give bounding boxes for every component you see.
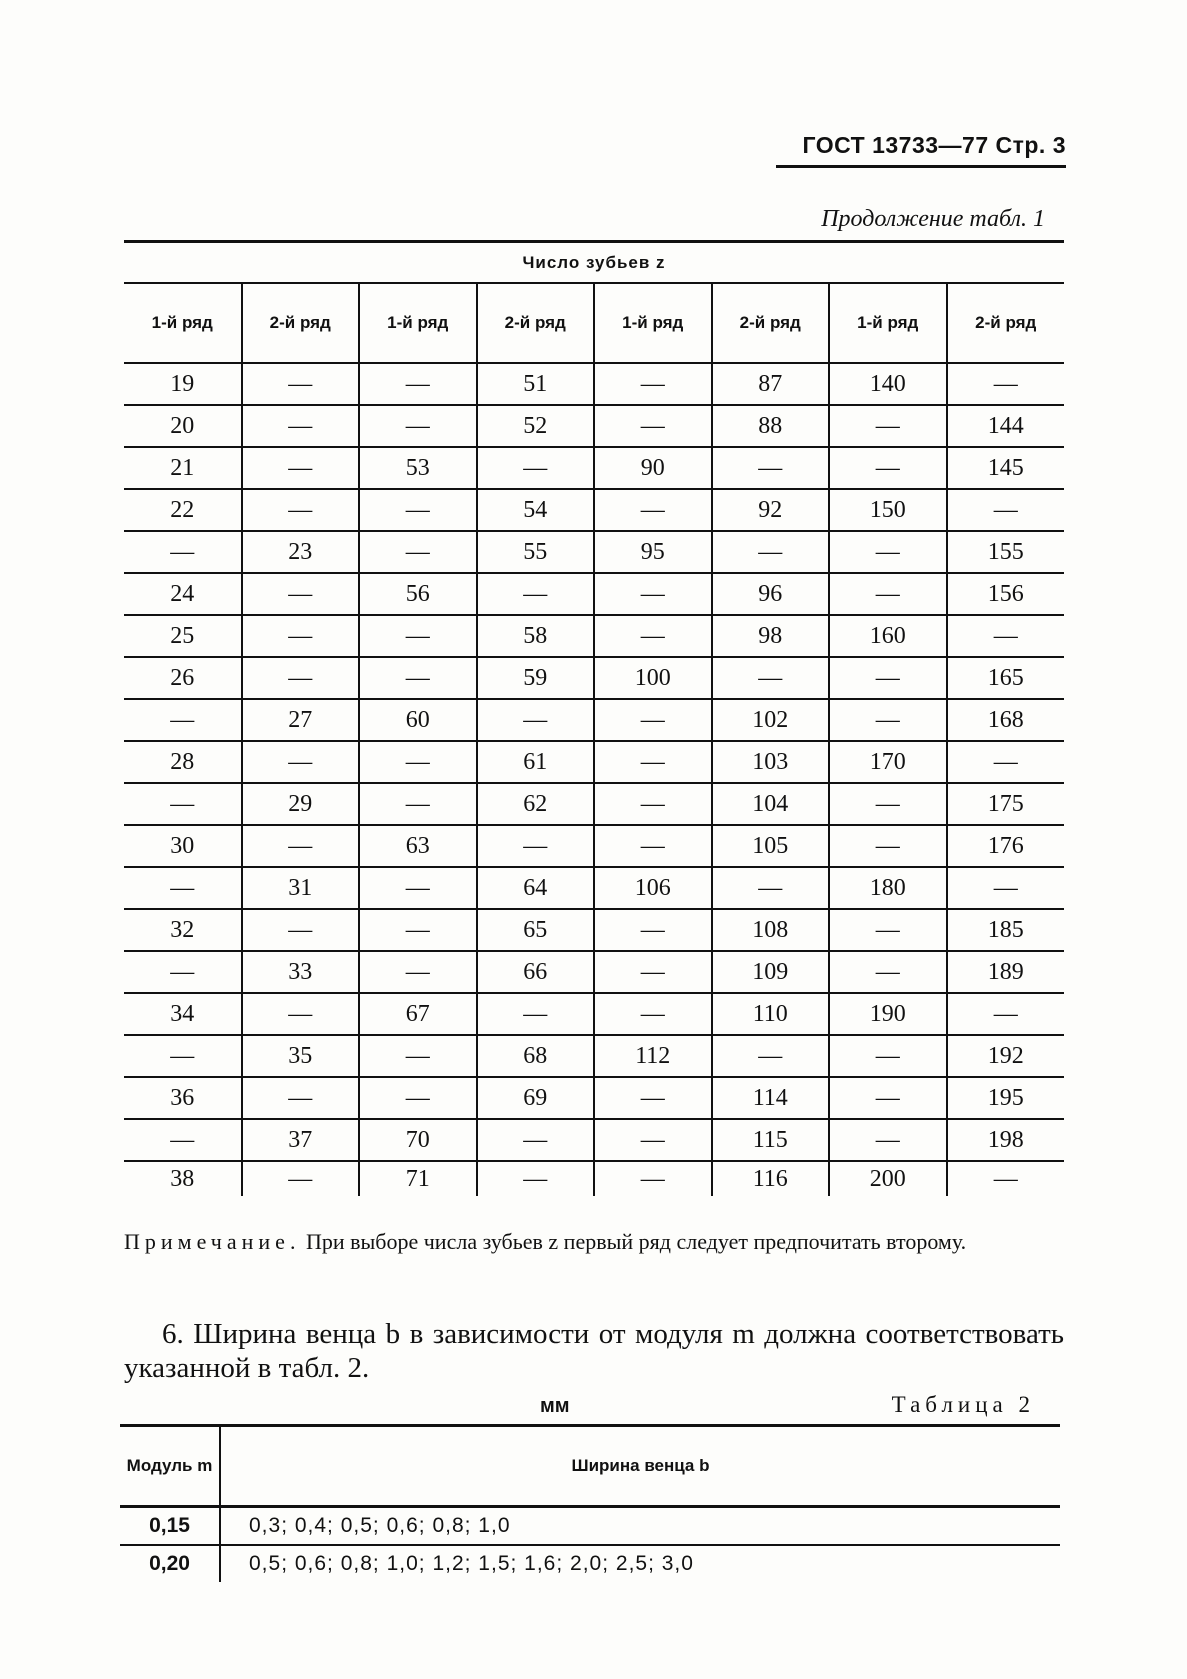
table-cell: 30 <box>124 825 242 867</box>
module-value: 0,15 <box>120 1507 220 1546</box>
table-cell: 106 <box>594 867 712 909</box>
table-cell: 200 <box>829 1161 947 1196</box>
table-cell: 29 <box>242 783 360 825</box>
table-cell: — <box>477 993 595 1035</box>
table-cell: — <box>359 1035 477 1077</box>
table-cell: — <box>477 699 595 741</box>
table-cell: — <box>242 909 360 951</box>
table-cell: 168 <box>947 699 1065 741</box>
table-cell: 27 <box>242 699 360 741</box>
table-cell: — <box>477 447 595 489</box>
table-cell: 59 <box>477 657 595 699</box>
table-cell: — <box>712 531 830 573</box>
table-cell: — <box>712 1035 830 1077</box>
table-row <box>124 783 1064 825</box>
table-cell: 150 <box>829 489 947 531</box>
table-cell: 145 <box>947 447 1065 489</box>
table-cell: 96 <box>712 573 830 615</box>
table-cell: 26 <box>124 657 242 699</box>
table-cell: 19 <box>124 363 242 405</box>
teeth-count-table <box>124 240 1064 1196</box>
table-cell: — <box>242 1161 360 1196</box>
table-cell: 68 <box>477 1035 595 1077</box>
table-cell: — <box>594 1119 712 1161</box>
table-row <box>124 1077 1064 1119</box>
table1-column-header: 1-й ряд <box>124 283 242 363</box>
table-cell: — <box>477 1161 595 1196</box>
table-cell: 70 <box>359 1119 477 1161</box>
table-cell: — <box>594 615 712 657</box>
table-cell: — <box>594 1077 712 1119</box>
table-cell: — <box>242 489 360 531</box>
table-cell: — <box>594 993 712 1035</box>
table-cell: 115 <box>712 1119 830 1161</box>
table-cell: — <box>829 951 947 993</box>
table-cell: — <box>359 867 477 909</box>
table-cell: — <box>124 783 242 825</box>
table-cell: 108 <box>712 909 830 951</box>
table-cell: — <box>124 1119 242 1161</box>
table-cell: — <box>359 363 477 405</box>
table-cell: 104 <box>712 783 830 825</box>
table1-group-header-row <box>124 243 1064 283</box>
table-cell: — <box>359 909 477 951</box>
table-cell: — <box>359 951 477 993</box>
table-row <box>124 1161 1064 1196</box>
table-cell: 71 <box>359 1161 477 1196</box>
table-cell: 180 <box>829 867 947 909</box>
table-cell: 53 <box>359 447 477 489</box>
table2-units: мм <box>540 1395 570 1417</box>
table1-column-header-row <box>124 283 1064 363</box>
table2-module-header: Модуль m <box>120 1426 220 1507</box>
table-cell: 63 <box>359 825 477 867</box>
table-cell: 156 <box>947 573 1065 615</box>
table-cell: 52 <box>477 405 595 447</box>
table-row <box>124 531 1064 573</box>
table-cell: 90 <box>594 447 712 489</box>
table-cell: — <box>242 573 360 615</box>
table-cell: — <box>242 993 360 1035</box>
table-cell: 92 <box>712 489 830 531</box>
table-cell: — <box>242 363 360 405</box>
table-cell: — <box>594 951 712 993</box>
table-cell: 20 <box>124 405 242 447</box>
table-cell: — <box>947 363 1065 405</box>
table-cell: — <box>947 489 1065 531</box>
table-cell: — <box>594 1161 712 1196</box>
table-row <box>124 447 1064 489</box>
table-cell: — <box>359 489 477 531</box>
table-cell: — <box>594 405 712 447</box>
table-cell: 60 <box>359 699 477 741</box>
table-cell: — <box>359 615 477 657</box>
table-row <box>124 1119 1064 1161</box>
table-cell: 37 <box>242 1119 360 1161</box>
table-cell: — <box>829 699 947 741</box>
table-cell: 22 <box>124 489 242 531</box>
table-cell: 87 <box>712 363 830 405</box>
table-cell: 155 <box>947 531 1065 573</box>
table-cell: — <box>477 573 595 615</box>
table-cell: 114 <box>712 1077 830 1119</box>
table-row <box>124 909 1064 951</box>
table-row <box>124 825 1064 867</box>
table-cell: 25 <box>124 615 242 657</box>
table-cell: — <box>829 657 947 699</box>
table-cell: — <box>124 867 242 909</box>
table-cell: 62 <box>477 783 595 825</box>
table-cell: — <box>829 405 947 447</box>
width-values: 0,5; 0,6; 0,8; 1,0; 1,2; 1,5; 1,6; 2,0; 2,5; 3,0 <box>249 1552 694 1575</box>
table-cell: — <box>359 657 477 699</box>
table-cell: — <box>477 825 595 867</box>
table-cell: 176 <box>947 825 1065 867</box>
table-cell: 54 <box>477 489 595 531</box>
table-cell: 100 <box>594 657 712 699</box>
table-row <box>124 657 1064 699</box>
table-cell: — <box>829 909 947 951</box>
table-cell: 61 <box>477 741 595 783</box>
table-cell: 102 <box>712 699 830 741</box>
table1-group-heading: Число зубьев z <box>124 243 1064 283</box>
table-row <box>124 993 1064 1035</box>
table1-column-header: 1-й ряд <box>829 283 947 363</box>
table-row <box>124 699 1064 741</box>
table-cell: — <box>594 909 712 951</box>
table-cell: — <box>242 825 360 867</box>
table-cell: 66 <box>477 951 595 993</box>
table-cell: 55 <box>477 531 595 573</box>
table-cell: 36 <box>124 1077 242 1119</box>
table-cell: 32 <box>124 909 242 951</box>
table-cell: — <box>829 573 947 615</box>
table-cell: 24 <box>124 573 242 615</box>
table-cell: 170 <box>829 741 947 783</box>
table-cell: — <box>829 783 947 825</box>
table-cell: — <box>829 1077 947 1119</box>
table-cell: 185 <box>947 909 1065 951</box>
table-cell: — <box>594 363 712 405</box>
table-cell: — <box>359 531 477 573</box>
table-cell: 112 <box>594 1035 712 1077</box>
table-cell: 109 <box>712 951 830 993</box>
table-cell: 105 <box>712 825 830 867</box>
table-cell: — <box>829 447 947 489</box>
table-cell: — <box>594 825 712 867</box>
table-cell: 33 <box>242 951 360 993</box>
table-cell: 35 <box>242 1035 360 1077</box>
table-cell: 144 <box>947 405 1065 447</box>
note-text: При выборе числа зубьев z первый ряд следует предпочитать второму. <box>305 1229 967 1254</box>
table1-column-header: 2-й ряд <box>947 283 1065 363</box>
table-cell: — <box>712 657 830 699</box>
table-cell: — <box>594 489 712 531</box>
table-cell: — <box>242 657 360 699</box>
table-cell: 65 <box>477 909 595 951</box>
table-cell: — <box>594 783 712 825</box>
table-cell: 38 <box>124 1161 242 1196</box>
table-cell: — <box>947 615 1065 657</box>
rim-width-table <box>120 1424 1060 1582</box>
table-cell: 64 <box>477 867 595 909</box>
table-cell: — <box>829 825 947 867</box>
table-cell: — <box>242 405 360 447</box>
table-cell: — <box>947 741 1065 783</box>
table-row <box>124 741 1064 783</box>
table-row <box>124 363 1064 405</box>
table-cell: — <box>947 993 1065 1035</box>
table-cell: 175 <box>947 783 1065 825</box>
table-cell: — <box>712 447 830 489</box>
table-cell: 192 <box>947 1035 1065 1077</box>
table-cell: 69 <box>477 1077 595 1119</box>
table-cell: — <box>242 741 360 783</box>
table-cell: — <box>242 615 360 657</box>
table-cell: — <box>359 783 477 825</box>
table-cell: 195 <box>947 1077 1065 1119</box>
table-cell: 67 <box>359 993 477 1035</box>
table-cell: — <box>124 531 242 573</box>
table-cell: 189 <box>947 951 1065 993</box>
table-row <box>124 573 1064 615</box>
table1-caption: Продолжение табл. 1 <box>821 206 1045 232</box>
table-cell: 98 <box>712 615 830 657</box>
table-row <box>124 951 1064 993</box>
table1-column-header: 1-й ряд <box>359 283 477 363</box>
table-cell: — <box>594 741 712 783</box>
table-row <box>124 1035 1064 1077</box>
table-row <box>120 1545 1060 1582</box>
table-cell: 95 <box>594 531 712 573</box>
table-cell: — <box>359 1077 477 1119</box>
table-cell: — <box>712 867 830 909</box>
table-row <box>124 615 1064 657</box>
table-cell: 21 <box>124 447 242 489</box>
table-cell: 23 <box>242 531 360 573</box>
table1-column-header: 2-й ряд <box>242 283 360 363</box>
table1-column-header: 2-й ряд <box>712 283 830 363</box>
table-cell: 116 <box>712 1161 830 1196</box>
paragraph-6: 6. Ширина венца b в зависимости от модуля m должна соответствовать указанной в табл. 2. <box>124 1318 1064 1384</box>
module-value: 0,20 <box>120 1545 220 1582</box>
table-cell: 31 <box>242 867 360 909</box>
table-cell: 140 <box>829 363 947 405</box>
table-cell: 160 <box>829 615 947 657</box>
table-cell: 190 <box>829 993 947 1035</box>
table-cell: 34 <box>124 993 242 1035</box>
table-cell: — <box>124 951 242 993</box>
table-cell: — <box>594 573 712 615</box>
table-cell: 103 <box>712 741 830 783</box>
table-cell: — <box>124 1035 242 1077</box>
table-cell: — <box>947 867 1065 909</box>
table-cell: — <box>242 447 360 489</box>
table-cell: — <box>359 741 477 783</box>
note-label: Примечание. <box>124 1229 301 1254</box>
table-cell: — <box>124 699 242 741</box>
width-values: 0,3; 0,4; 0,5; 0,6; 0,8; 1,0 <box>220 1507 1060 1546</box>
table-cell: — <box>594 699 712 741</box>
table-cell: — <box>359 405 477 447</box>
table1-note <box>124 1228 1064 1256</box>
table-cell: 88 <box>712 405 830 447</box>
table2-header-row <box>120 1426 1060 1507</box>
table-cell: 198 <box>947 1119 1065 1161</box>
table-cell: 58 <box>477 615 595 657</box>
table-cell: 28 <box>124 741 242 783</box>
table2-width-header: Ширина венца b <box>220 1426 1060 1507</box>
table2-caption: Таблица 2 <box>891 1392 1035 1417</box>
table-cell: — <box>477 1119 595 1161</box>
table-cell: — <box>993 1165 1018 1192</box>
table-cell: — <box>829 1119 947 1161</box>
table-cell: — <box>829 531 947 573</box>
table1-column-header: 1-й ряд <box>594 283 712 363</box>
table-row <box>124 489 1064 531</box>
table-cell: 110 <box>712 993 830 1035</box>
table-row <box>124 405 1064 447</box>
table-cell: 165 <box>947 657 1065 699</box>
table-cell: — <box>242 1077 360 1119</box>
table-cell: 56 <box>359 573 477 615</box>
table-cell: — <box>829 1035 947 1077</box>
table1-column-header: 2-й ряд <box>477 283 595 363</box>
table-row <box>120 1507 1060 1546</box>
table-cell: 51 <box>477 363 595 405</box>
table-row <box>124 867 1064 909</box>
page-header: ГОСТ 13733—77 Стр. 3 <box>776 132 1066 168</box>
